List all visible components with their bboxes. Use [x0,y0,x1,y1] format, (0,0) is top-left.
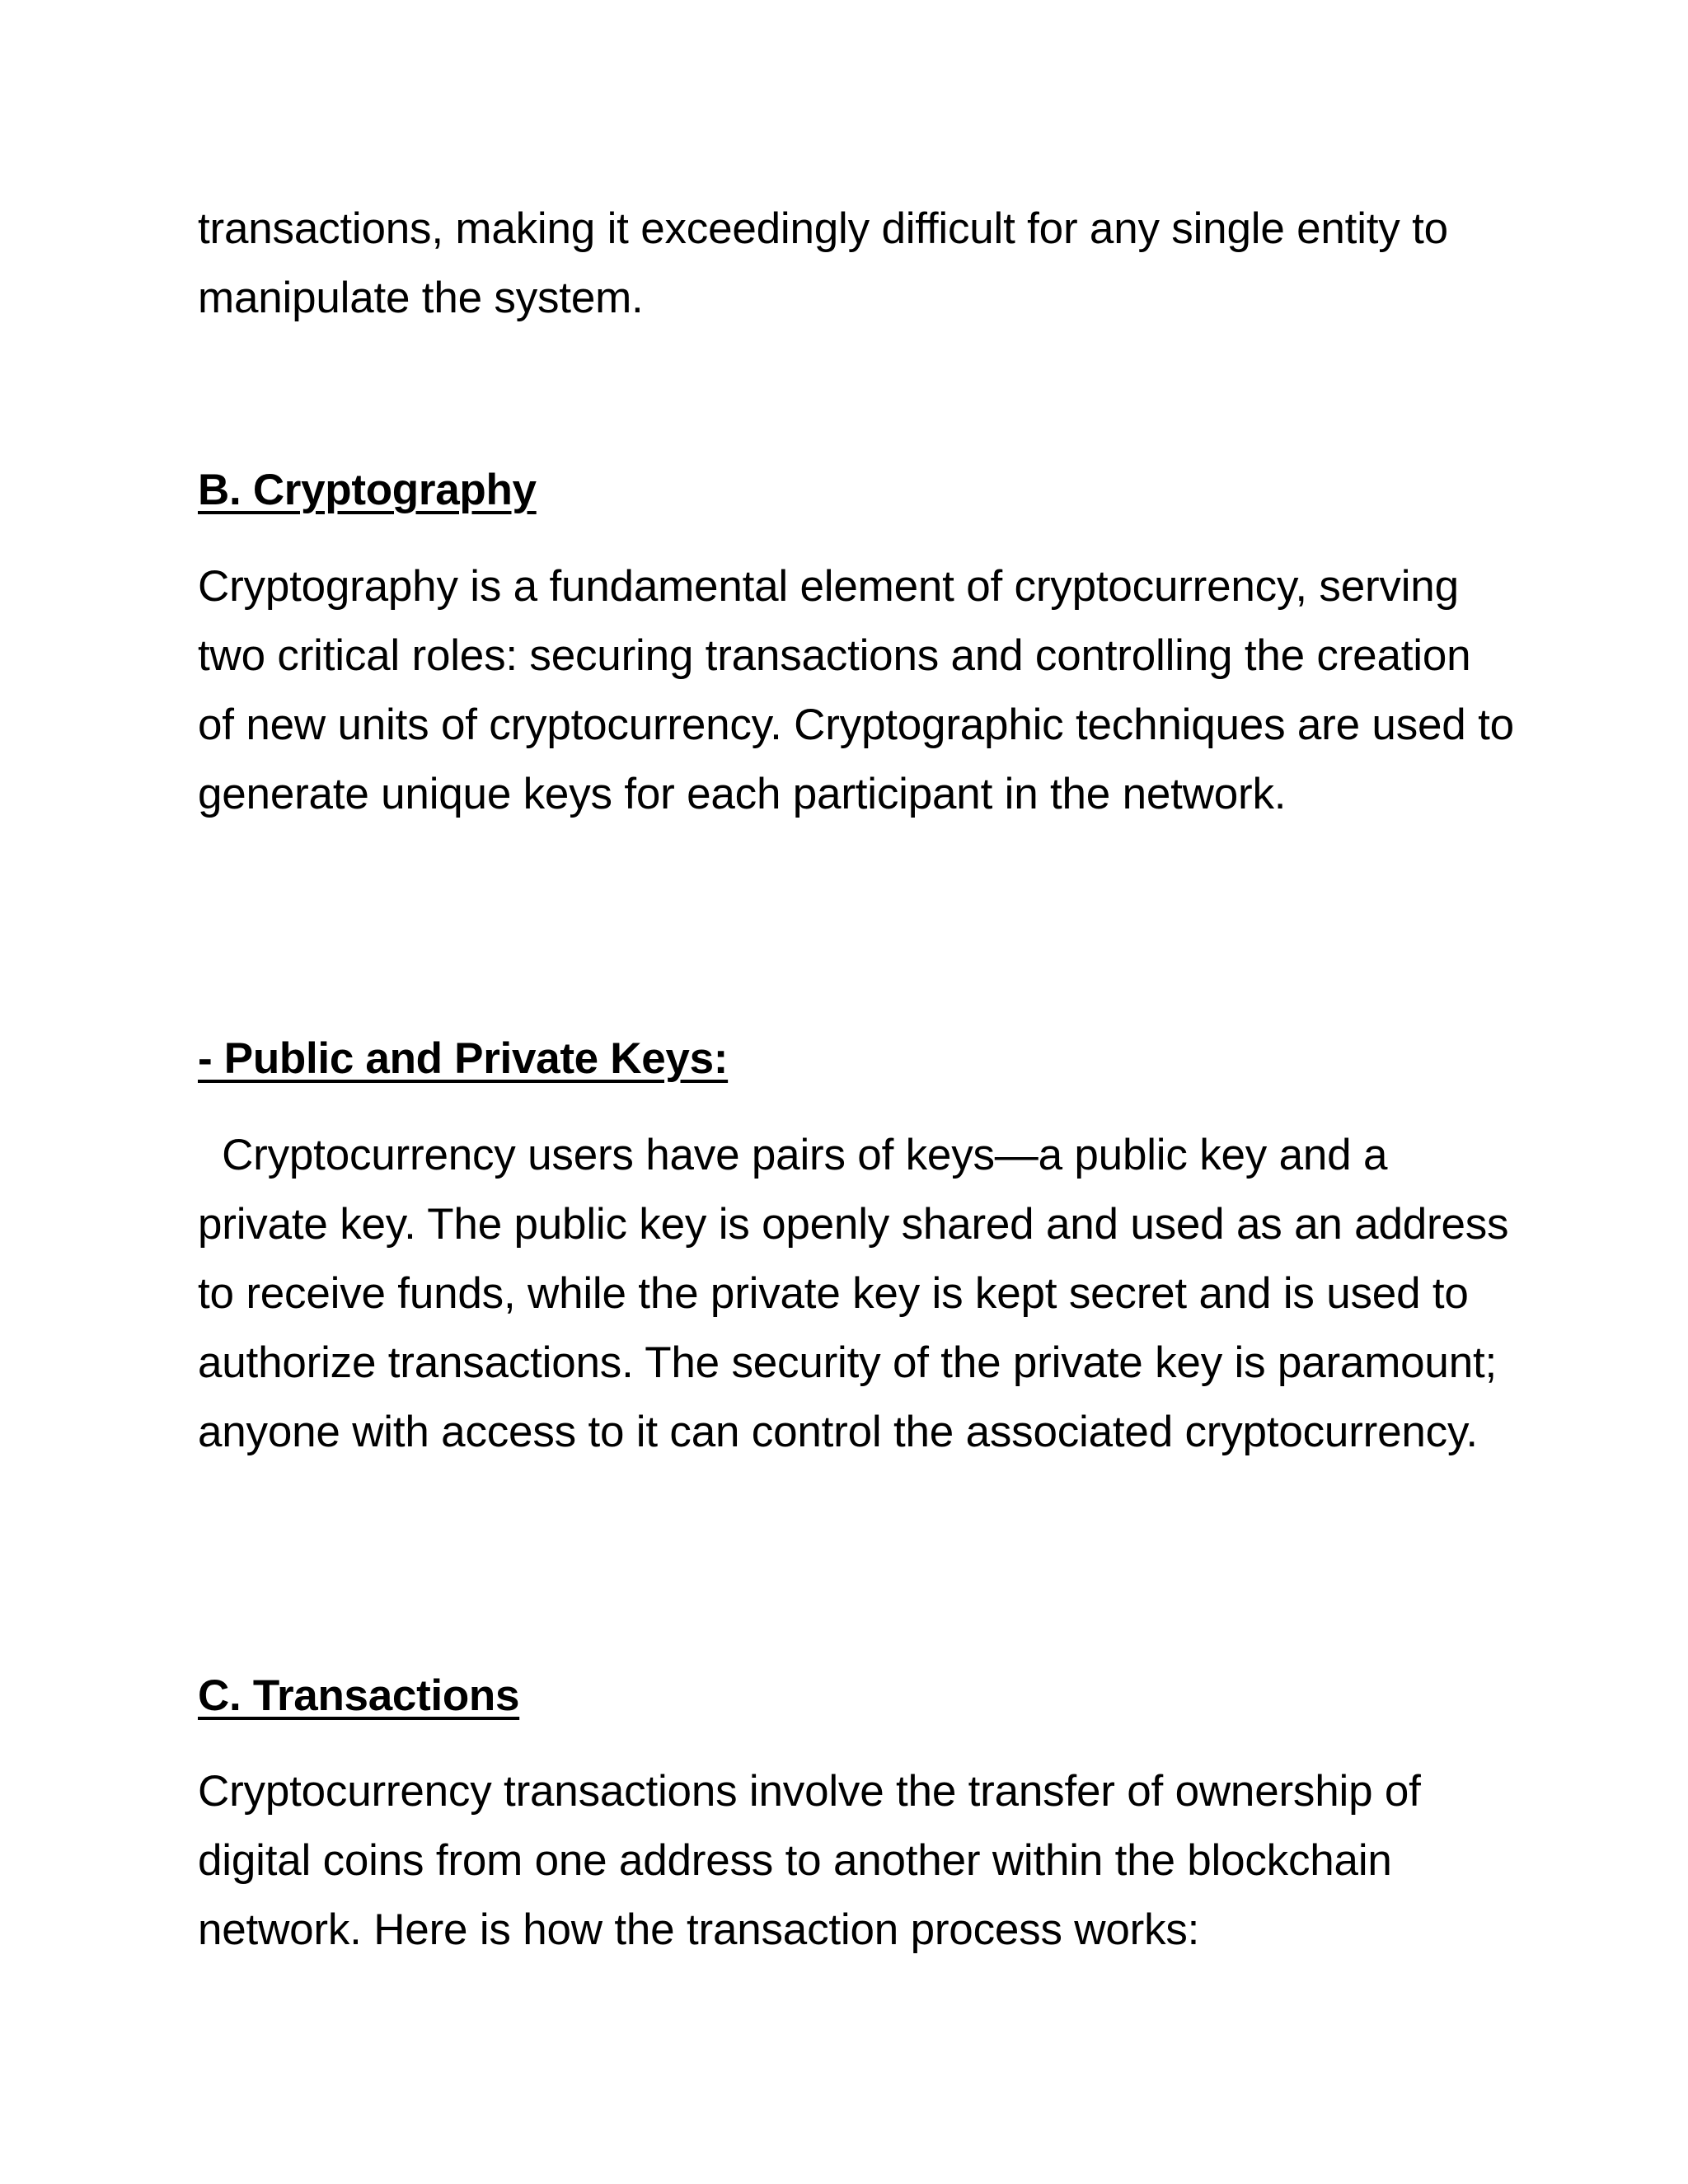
section-heading-transactions: C. Transactions [198,1671,520,1720]
section-heading-cryptography: B. Cryptography [198,466,537,514]
subheading-public-private-keys: - Public and Private Keys: [198,1034,729,1083]
paragraph-transactions: Cryptocurrency transactions involve the transfer of ownership of digital coins from one address to another within the blockchain network. Here is how the transaction process works: [198,1767,1433,1954]
paragraph-keys: Cryptocurrency users have pairs of keys—a public key and a private key. The public key is openly shared and used as an address to receive funds, while the private key is kept secret and is used to authorize transactions. The security of the private key is paramount; anyone with access to it can control the associated cryptocurrency. [198,1131,1521,1456]
paragraph-cryptography: Cryptography is a fundamental element of cryptocurrency, serving two critical roles: securing transactions and controlling the creation of new units of cryptocurrency. Cryptographic techniques are used to generate unique keys for each participant in the network. [198,562,1526,818]
paragraph-continuation: transactions, making it exceedingly difficult for any single entity to manipulate the system. [198,204,1461,322]
